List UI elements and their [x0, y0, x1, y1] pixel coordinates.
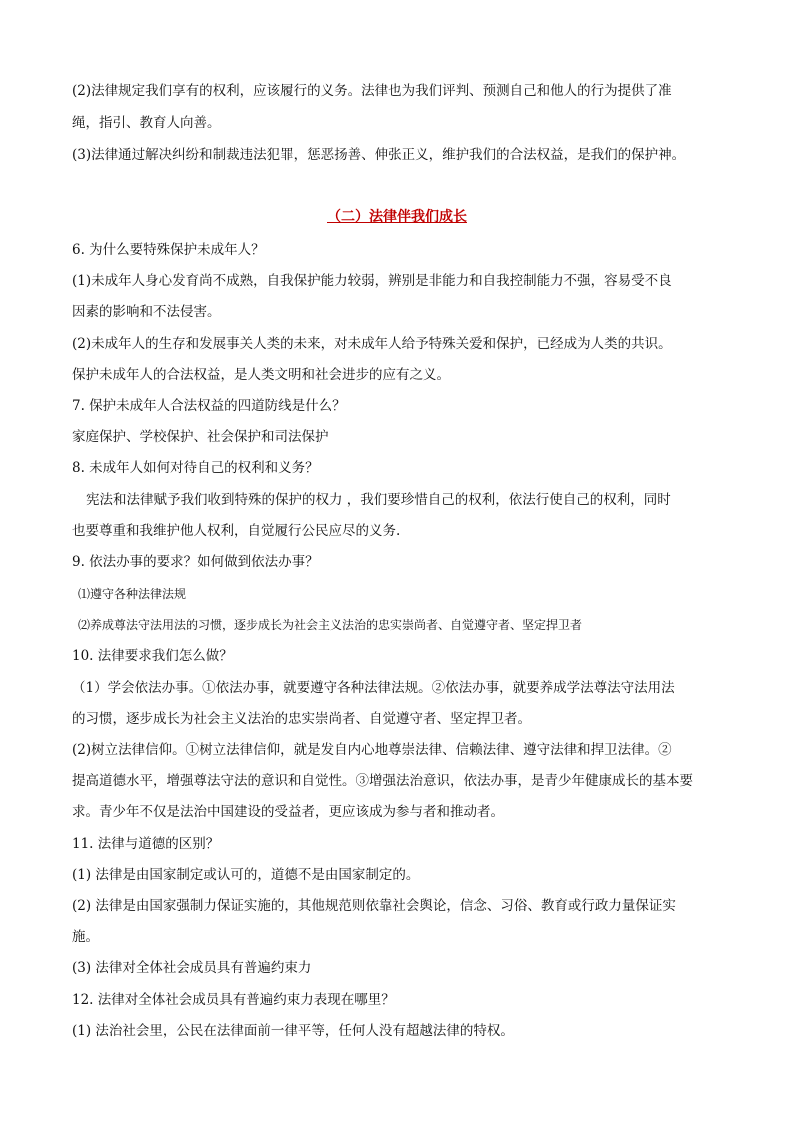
- question-line: 7. 保护未成年人合法权益的四道防线是什么？: [72, 398, 346, 414]
- list-item: ⑵养成尊法守法用法的习惯，逐步成长为社会主义法治的忠实崇尚者、自觉遵守者、坚定捍卫者: [78, 618, 583, 632]
- paragraph-line: 保护未成年人的合法权益，是人类文明和社会进步的应有之义。: [72, 367, 450, 383]
- paragraph-line: （1）学会依法办事。①依法办事，就要遵守各种法律法规。②依法办事，就要养成学法尊法守法用法: [72, 680, 675, 696]
- paragraph-line: (1) 法律是由国家制定或认可的，道德不是由国家制定的。: [72, 867, 420, 883]
- paragraph-line: (1)未成年人身心发育尚不成熟，自我保护能力较弱，辨别是非能力和自我控制能力不强，容易受不良: [72, 273, 672, 289]
- paragraph-line: 也要尊重和我维护他人权利，自觉履行公民应尽的义务.: [72, 523, 401, 539]
- question-line: 6. 为什么要特殊保护未成年人？: [72, 242, 265, 258]
- question-line: 9. 依法办事的要求？如何做到依法办事？: [72, 554, 319, 570]
- paragraph-line: 因素的影响和不法侵害。: [72, 304, 221, 320]
- question-line: 10. 法律要求我们怎么做？: [72, 648, 233, 664]
- question-line: 8. 未成年人如何对待自己的权利和义务？: [72, 460, 319, 476]
- paragraph-line: 施。: [72, 929, 99, 945]
- paragraph-line: (2)未成年人的生存和发展事关人类的未来，对未成年人给予特殊关爱和保护，已经成为人类的共识。: [72, 336, 672, 352]
- paragraph-line: 绳，指引、教育人向善。: [72, 115, 221, 131]
- paragraph-line: (3)法律通过解决纠纷和制裁违法犯罪，惩恶扬善、伸张正义，维护我们的合法权益，是我们的保护神。: [72, 147, 686, 163]
- paragraph-line: (2)法律规定我们享有的权利，应该履行的义务。法律也为我们评判、预测自己和他人的行为提供了准: [72, 83, 672, 99]
- paragraph-line: 家庭保护、学校保护、社会保护和司法保护: [72, 429, 329, 445]
- paragraph-line: (2)树立法律信仰。①树立法律信仰，就是发自内心地尊崇法律、信赖法律、遵守法律和捍卫法律。②: [72, 742, 672, 758]
- paragraph-line: (1) 法治社会里，公民在法律面前一律平等，任何人没有超越法律的特权。: [72, 1023, 514, 1039]
- paragraph-line: (2) 法律是由国家强制力保证实施的，其他规范则依靠社会舆论，信念、习俗、教育或行政力量保证实: [72, 898, 676, 914]
- paragraph-line: 的习惯，逐步成长为社会主义法治的忠实崇尚者、自觉遵守者、坚定捍卫者。: [72, 711, 531, 727]
- paragraph-line: 求。青少年不仅是法治中国建设的受益者，更应该成为参与者和推动者。: [72, 804, 504, 820]
- question-line: 11. 法律与道德的区别？: [72, 836, 220, 852]
- list-item: ⑴遵守各种法律法规: [78, 587, 187, 601]
- question-line: 12. 法律对全体社会成员具有普遍约束力表现在哪里？: [72, 992, 395, 1008]
- paragraph-line: 宪法和法律赋予我们收到特殊的保护的权力 ，我们要珍惜自己的权利，依法行使自己的权利，同时: [86, 492, 671, 508]
- paragraph-line: (3) 法律对全体社会成员具有普遍约束力: [72, 960, 312, 976]
- section-title: （二）法律伴我们成长: [327, 209, 467, 225]
- paragraph-line: 提高道德水平，增强尊法守法的意识和自觉性。③增强法治意识，依法办事，是青少年健康成长的基本要: [72, 773, 693, 789]
